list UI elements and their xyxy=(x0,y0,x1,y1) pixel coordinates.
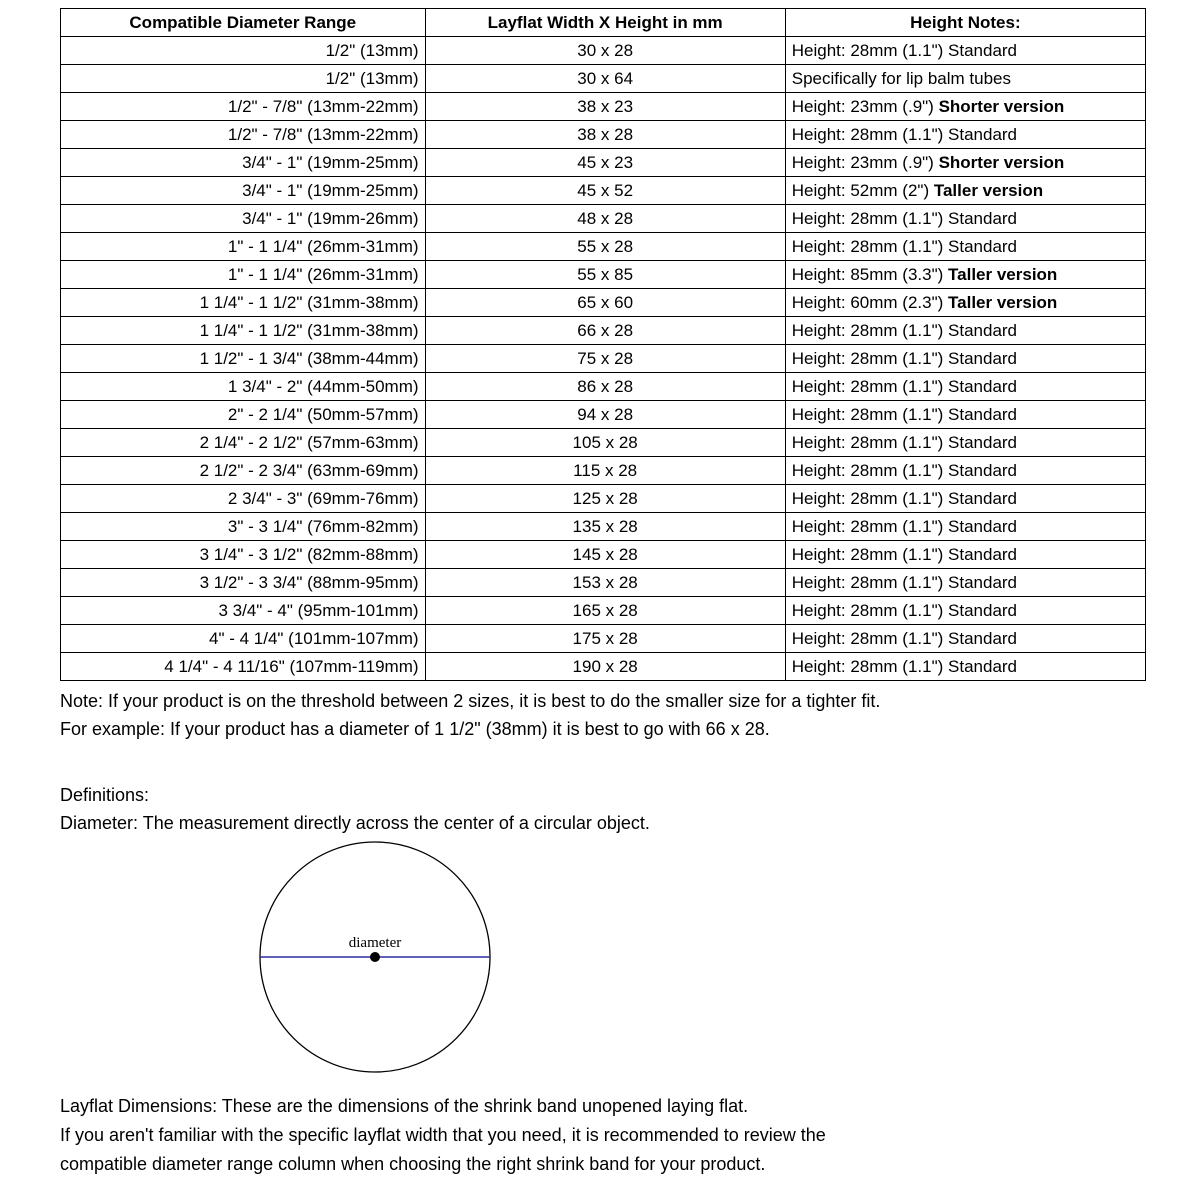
table-row xyxy=(61,653,1146,681)
table-row xyxy=(61,93,1146,121)
height-note-cell xyxy=(785,149,1145,177)
height-note-text: Height: 23mm (.9") xyxy=(791,96,939,116)
height-note-text: Height: 28mm (1.1") Standard xyxy=(791,404,1018,424)
layflat-size-cell: 55 x 28 xyxy=(425,233,785,261)
height-note-text: Height: 28mm (1.1") Standard xyxy=(791,516,1018,536)
height-note-cell xyxy=(785,65,1145,93)
height-note-cell xyxy=(785,429,1145,457)
col-header-layflat: Layflat Width X Height in mm xyxy=(425,9,785,37)
layflat-size-cell: 115 x 28 xyxy=(425,457,785,485)
table-row xyxy=(61,149,1146,177)
col-header-height-notes: Height Notes: xyxy=(785,9,1145,37)
height-note-text: Height: 28mm (1.1") Standard xyxy=(791,236,1018,256)
diameter-range-cell: 1 1/4" - 1 1/2" (31mm-38mm) xyxy=(61,289,426,317)
diameter-range-cell: 2 3/4" - 3" (69mm-76mm) xyxy=(61,485,426,513)
table-row xyxy=(61,37,1146,65)
height-note-emphasis: Shorter version xyxy=(938,96,1065,116)
diameter-range-cell: 1/2" (13mm) xyxy=(61,37,426,65)
diameter-range-cell: 2 1/4" - 2 1/2" (57mm-63mm) xyxy=(61,429,426,457)
diameter-range-cell: 4" - 4 1/4" (101mm-107mm) xyxy=(61,625,426,653)
height-note-text: Height: 28mm (1.1") Standard xyxy=(791,376,1018,396)
height-note-cell xyxy=(785,625,1145,653)
height-note-text: Height: 28mm (1.1") Standard xyxy=(791,40,1018,60)
height-note-cell xyxy=(785,597,1145,625)
height-note-cell xyxy=(785,569,1145,597)
sizing-table xyxy=(60,8,1146,681)
height-note-cell xyxy=(785,233,1145,261)
layflat-size-cell: 86 x 28 xyxy=(425,373,785,401)
height-note-cell xyxy=(785,373,1145,401)
height-note-text: Height: 85mm (3.3") xyxy=(791,264,949,284)
layflat-size-cell: 45 x 23 xyxy=(425,149,785,177)
definitions-title: Definitions: xyxy=(60,785,150,805)
height-note-cell xyxy=(785,261,1145,289)
diameter-range-cell: 2 1/2" - 2 3/4" (63mm-69mm) xyxy=(61,457,426,485)
height-note-cell xyxy=(785,513,1145,541)
diameter-range-cell: 1/2" - 7/8" (13mm-22mm) xyxy=(61,93,426,121)
diameter-range-cell: 3/4" - 1" (19mm-26mm) xyxy=(61,205,426,233)
height-note-text: Height: 28mm (1.1") Standard xyxy=(791,628,1018,648)
height-note-cell xyxy=(785,205,1145,233)
height-note-cell xyxy=(785,401,1145,429)
height-note-text: Specifically for lip balm tubes xyxy=(791,68,1011,88)
layflat-size-cell: 45 x 52 xyxy=(425,177,785,205)
layflat-explanation-line2: If you aren't familiar with the specific layflat width that you need, it is recommended to review the xyxy=(60,1125,826,1145)
layflat-size-cell: 38 x 23 xyxy=(425,93,785,121)
layflat-explanation-block xyxy=(60,1092,1145,1179)
layflat-size-cell: 105 x 28 xyxy=(425,429,785,457)
height-note-emphasis: Shorter version xyxy=(938,152,1065,172)
height-note-cell xyxy=(785,121,1145,149)
height-note-text: Height: 28mm (1.1") Standard xyxy=(791,544,1018,564)
table-header-row xyxy=(61,9,1146,37)
table-row xyxy=(61,289,1146,317)
diameter-range-cell: 1" - 1 1/4" (26mm-31mm) xyxy=(61,261,426,289)
height-note-emphasis: Taller version xyxy=(948,264,1058,284)
layflat-size-cell: 175 x 28 xyxy=(425,625,785,653)
table-row xyxy=(61,485,1146,513)
diameter-range-cell: 3 1/2" - 3 3/4" (88mm-95mm) xyxy=(61,569,426,597)
layflat-size-cell: 48 x 28 xyxy=(425,205,785,233)
height-note-text: Height: 60mm (2.3") xyxy=(791,292,949,312)
table-row xyxy=(61,205,1146,233)
height-note-emphasis: Taller version xyxy=(948,292,1058,312)
diameter-label: diameter xyxy=(348,935,402,951)
height-note-text: Height: 28mm (1.1") Standard xyxy=(791,432,1018,452)
layflat-size-cell: 190 x 28 xyxy=(425,653,785,681)
height-note-text: Height: 23mm (.9") xyxy=(791,152,939,172)
height-note-cell xyxy=(785,345,1145,373)
table-row xyxy=(61,625,1146,653)
table-row xyxy=(61,317,1146,345)
layflat-size-cell: 38 x 28 xyxy=(425,121,785,149)
center-dot xyxy=(370,952,380,962)
height-note-cell xyxy=(785,37,1145,65)
height-note-text: Height: 28mm (1.1") Standard xyxy=(791,488,1018,508)
diameter-range-cell: 4 1/4" - 4 11/16" (107mm-119mm) xyxy=(61,653,426,681)
definitions-block xyxy=(60,781,1145,837)
layflat-size-cell: 145 x 28 xyxy=(425,541,785,569)
diameter-range-cell: 1 1/2" - 1 3/4" (38mm-44mm) xyxy=(61,345,426,373)
height-note-text: Height: 28mm (1.1") Standard xyxy=(791,600,1018,620)
layflat-size-cell: 94 x 28 xyxy=(425,401,785,429)
layflat-explanation-line3: compatible diameter range column when choosing the right shrink band for your product. xyxy=(60,1154,766,1174)
diameter-range-cell: 2" - 2 1/4" (50mm-57mm) xyxy=(61,401,426,429)
diameter-range-cell: 1/2" - 7/8" (13mm-22mm) xyxy=(61,121,426,149)
threshold-note-line2: For example: If your product has a diameter of 1 1/2" (38mm) it is best to go with 66 x 28. xyxy=(60,719,770,739)
layflat-size-cell: 135 x 28 xyxy=(425,513,785,541)
diameter-range-cell: 3 3/4" - 4" (95mm-101mm) xyxy=(61,597,426,625)
table-row xyxy=(61,569,1146,597)
diameter-range-cell: 1" - 1 1/4" (26mm-31mm) xyxy=(61,233,426,261)
height-note-cell xyxy=(785,485,1145,513)
layflat-size-cell: 165 x 28 xyxy=(425,597,785,625)
table-row xyxy=(61,597,1146,625)
layflat-size-cell: 55 x 85 xyxy=(425,261,785,289)
table-row xyxy=(61,345,1146,373)
col-header-diameter-range: Compatible Diameter Range xyxy=(61,9,426,37)
threshold-note-line1: Note: If your product is on the threshold between 2 sizes, it is best to do the smaller size for a tighter fit. xyxy=(60,691,881,711)
table-row xyxy=(61,513,1146,541)
layflat-size-cell: 30 x 28 xyxy=(425,37,785,65)
height-note-text: Height: 28mm (1.1") Standard xyxy=(791,460,1018,480)
diameter-definition: Diameter: The measurement directly across the center of a circular object. xyxy=(60,813,650,833)
diameter-range-cell: 3/4" - 1" (19mm-25mm) xyxy=(61,149,426,177)
height-note-emphasis: Taller version xyxy=(933,180,1044,200)
height-note-cell xyxy=(785,457,1145,485)
diameter-range-cell: 3" - 3 1/4" (76mm-82mm) xyxy=(61,513,426,541)
height-note-text: Height: 28mm (1.1") Standard xyxy=(791,656,1018,676)
layflat-size-cell: 65 x 60 xyxy=(425,289,785,317)
height-note-text: Height: 28mm (1.1") Standard xyxy=(791,320,1018,340)
layflat-explanation-line1: Layflat Dimensions: These are the dimensions of the shrink band unopened laying flat. xyxy=(60,1096,749,1116)
height-note-text: Height: 28mm (1.1") Standard xyxy=(791,348,1018,368)
height-note-cell xyxy=(785,177,1145,205)
diameter-diagram-svg xyxy=(60,837,1146,1077)
height-note-text: Height: 28mm (1.1") Standard xyxy=(791,124,1018,144)
height-note-text: Height: 52mm (2") xyxy=(791,180,934,200)
table-row xyxy=(61,121,1146,149)
height-note-cell xyxy=(785,317,1145,345)
diameter-range-cell: 1/2" (13mm) xyxy=(61,65,426,93)
table-row xyxy=(61,401,1146,429)
diameter-range-cell: 3/4" - 1" (19mm-25mm) xyxy=(61,177,426,205)
height-note-cell xyxy=(785,93,1145,121)
layflat-size-cell: 125 x 28 xyxy=(425,485,785,513)
height-note-cell xyxy=(785,289,1145,317)
table-row xyxy=(61,261,1146,289)
height-note-cell xyxy=(785,653,1145,681)
table-row xyxy=(61,177,1146,205)
diameter-range-cell: 1 3/4" - 2" (44mm-50mm) xyxy=(61,373,426,401)
diameter-range-cell: 1 1/4" - 1 1/2" (31mm-38mm) xyxy=(61,317,426,345)
diameter-range-cell: 3 1/4" - 3 1/2" (82mm-88mm) xyxy=(61,541,426,569)
height-note-cell xyxy=(785,541,1145,569)
table-row xyxy=(61,373,1146,401)
height-note-text: Height: 28mm (1.1") Standard xyxy=(791,572,1018,592)
table-row xyxy=(61,65,1146,93)
threshold-note-block xyxy=(60,687,1145,743)
layflat-size-cell: 30 x 64 xyxy=(425,65,785,93)
layflat-size-cell: 66 x 28 xyxy=(425,317,785,345)
height-note-text: Height: 28mm (1.1") Standard xyxy=(791,208,1018,228)
layflat-size-cell: 153 x 28 xyxy=(425,569,785,597)
table-row xyxy=(61,233,1146,261)
diameter-diagram xyxy=(60,837,1145,1082)
layflat-size-cell: 75 x 28 xyxy=(425,345,785,373)
table-row xyxy=(61,429,1146,457)
table-row xyxy=(61,541,1146,569)
table-row xyxy=(61,457,1146,485)
